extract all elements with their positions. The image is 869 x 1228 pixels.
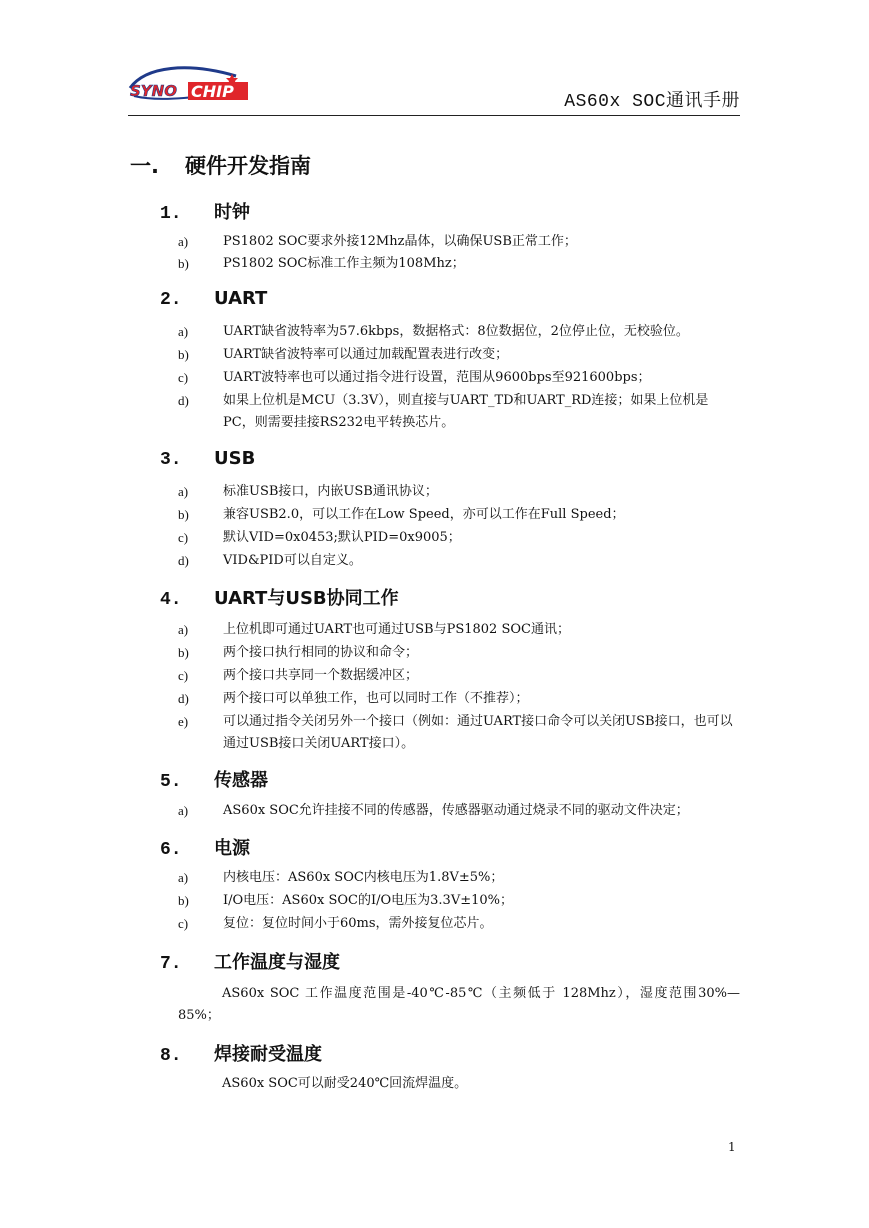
section-title: 工作温度与湿度 bbox=[214, 952, 340, 973]
list-marker: c) bbox=[178, 668, 189, 683]
list-marker: b) bbox=[178, 507, 189, 522]
chapter-number: 一. bbox=[130, 154, 159, 178]
section-title: 传感器 bbox=[214, 770, 268, 791]
list-marker: d) bbox=[178, 691, 189, 706]
list-item bbox=[178, 231, 740, 253]
list-text: 复位：复位时间小于60ms，需外接复位芯片。 bbox=[223, 916, 493, 931]
logo-chip-text: CHIP bbox=[191, 82, 234, 101]
list-item bbox=[178, 390, 740, 434]
list-item bbox=[178, 321, 740, 343]
list-marker: b) bbox=[178, 347, 189, 362]
page-number: 1 bbox=[728, 1140, 736, 1154]
list-text: 两个接口可以单独工作，也可以同时工作（不推荐）； bbox=[223, 691, 529, 706]
list-item bbox=[178, 688, 740, 710]
list-marker: c) bbox=[178, 916, 189, 931]
list-marker: a) bbox=[178, 870, 189, 885]
list-text: 内核电压：AS60x SOC内核电压为1.8V±5%； bbox=[223, 870, 504, 885]
list-text: PS1802 SOC要求外接12Mhz晶体，以确保USB正常工作； bbox=[223, 234, 577, 249]
section-title: UART bbox=[214, 288, 268, 309]
logo-syno-text: SYNO bbox=[130, 82, 177, 100]
list-text: AS60x SOC允许挂接不同的传感器，传感器驱动通过烧录不同的驱动文件决定； bbox=[223, 803, 689, 818]
list-item bbox=[178, 550, 740, 572]
section-title: 时钟 bbox=[214, 202, 250, 223]
section-number: 7. bbox=[160, 954, 182, 974]
chapter-title: 硬件开发指南 bbox=[185, 154, 311, 178]
list-marker: b) bbox=[178, 645, 189, 660]
list-item bbox=[178, 344, 740, 366]
section-title: 焊接耐受温度 bbox=[214, 1044, 322, 1065]
list-marker: a) bbox=[178, 484, 189, 499]
list-text: 标准USB接口，内嵌USB通讯协议； bbox=[223, 484, 438, 499]
section-title: USB bbox=[214, 448, 256, 469]
list-item bbox=[178, 642, 740, 664]
list-marker: a) bbox=[178, 622, 189, 637]
section-heading-6 bbox=[160, 834, 250, 860]
section-title: UART与USB协同工作 bbox=[214, 588, 399, 609]
section-heading-7 bbox=[160, 948, 340, 974]
list-item bbox=[178, 527, 740, 549]
section-heading-8 bbox=[160, 1040, 322, 1066]
section-number: 5. bbox=[160, 772, 182, 792]
list-item bbox=[178, 481, 740, 503]
list-marker: a) bbox=[178, 324, 189, 339]
list-text: I/O电压：AS60x SOC的I/O电压为3.3V±10%； bbox=[223, 893, 514, 908]
section-number: 8. bbox=[160, 1046, 182, 1066]
chapter-heading bbox=[130, 150, 311, 180]
list-marker: b) bbox=[178, 256, 189, 271]
section-heading-5 bbox=[160, 766, 268, 792]
list-item bbox=[178, 367, 740, 389]
list-marker: b) bbox=[178, 893, 189, 908]
section-heading-2 bbox=[160, 288, 267, 310]
list-item bbox=[178, 665, 740, 687]
list-item bbox=[178, 504, 740, 526]
list-text: 两个接口执行相同的协议和命令； bbox=[223, 645, 419, 660]
section-paragraph: AS60x SOC 工作温度范围是-40℃-85℃（主频低于 128Mhz），湿度范围30%—85%； bbox=[178, 986, 740, 1023]
section-number: 3. bbox=[160, 450, 182, 470]
section-heading-3 bbox=[160, 448, 255, 470]
section-number: 4. bbox=[160, 590, 182, 610]
list-marker: e) bbox=[178, 714, 189, 729]
list-text: UART缺省波特率可以通过加载配置表进行改变； bbox=[223, 347, 509, 362]
list-item bbox=[178, 867, 740, 889]
section-number: 2. bbox=[160, 290, 182, 310]
list-item bbox=[178, 890, 740, 912]
syno-chip-logo bbox=[128, 62, 254, 106]
list-text: VID&PID可以自定义。 bbox=[223, 553, 362, 568]
list-text: 两个接口共享同一个数据缓冲区； bbox=[223, 668, 419, 683]
header-divider bbox=[128, 115, 740, 116]
section-heading-1 bbox=[160, 198, 250, 224]
list-item bbox=[178, 711, 740, 755]
list-marker: d) bbox=[178, 393, 189, 408]
list-marker: a) bbox=[178, 803, 189, 818]
list-item bbox=[178, 913, 740, 935]
list-item bbox=[178, 619, 740, 641]
list-marker: d) bbox=[178, 553, 189, 568]
section-title: 电源 bbox=[214, 838, 250, 859]
section-heading-4 bbox=[160, 584, 399, 610]
document-title: AS60x SOC通讯手册 bbox=[564, 92, 740, 112]
section-number: 1. bbox=[160, 204, 182, 224]
list-text: 兼容USB2.0，可以工作在Low Speed，亦可以工作在Full Speed； bbox=[223, 507, 625, 522]
list-text: 默认VID=0x0453;默认PID=0x9005； bbox=[223, 530, 461, 545]
list-marker: a) bbox=[178, 234, 189, 249]
list-text: 可以通过指令关闭另外一个接口（例如：通过UART接口命令可以关闭USB接口，也可以通过USB接口关闭UART接口）。 bbox=[223, 714, 733, 751]
list-text: 如果上位机是MCU（3.3V），则直接与UART_TD和UART_RD连接；如果上位机是PC，则需要挂接RS232电平转换芯片。 bbox=[223, 393, 709, 430]
list-text: PS1802 SOC标准工作主频为108Mhz； bbox=[223, 256, 465, 271]
list-marker: c) bbox=[178, 530, 189, 545]
list-item bbox=[178, 253, 740, 275]
section-paragraph: AS60x SOC可以耐受240℃回流焊温度。 bbox=[222, 1076, 468, 1091]
list-text: UART缺省波特率为57.6kbps，数据格式：8位数据位，2位停止位，无校验位。 bbox=[223, 324, 689, 339]
section-number: 6. bbox=[160, 840, 182, 860]
list-text: 上位机即可通过UART也可通过USB与PS1802 SOC通讯； bbox=[223, 622, 570, 637]
list-item bbox=[178, 800, 740, 822]
list-text: UART波特率也可以通过指令进行设置，范围从9600bps至921600bps； bbox=[223, 370, 651, 385]
list-marker: c) bbox=[178, 370, 189, 385]
